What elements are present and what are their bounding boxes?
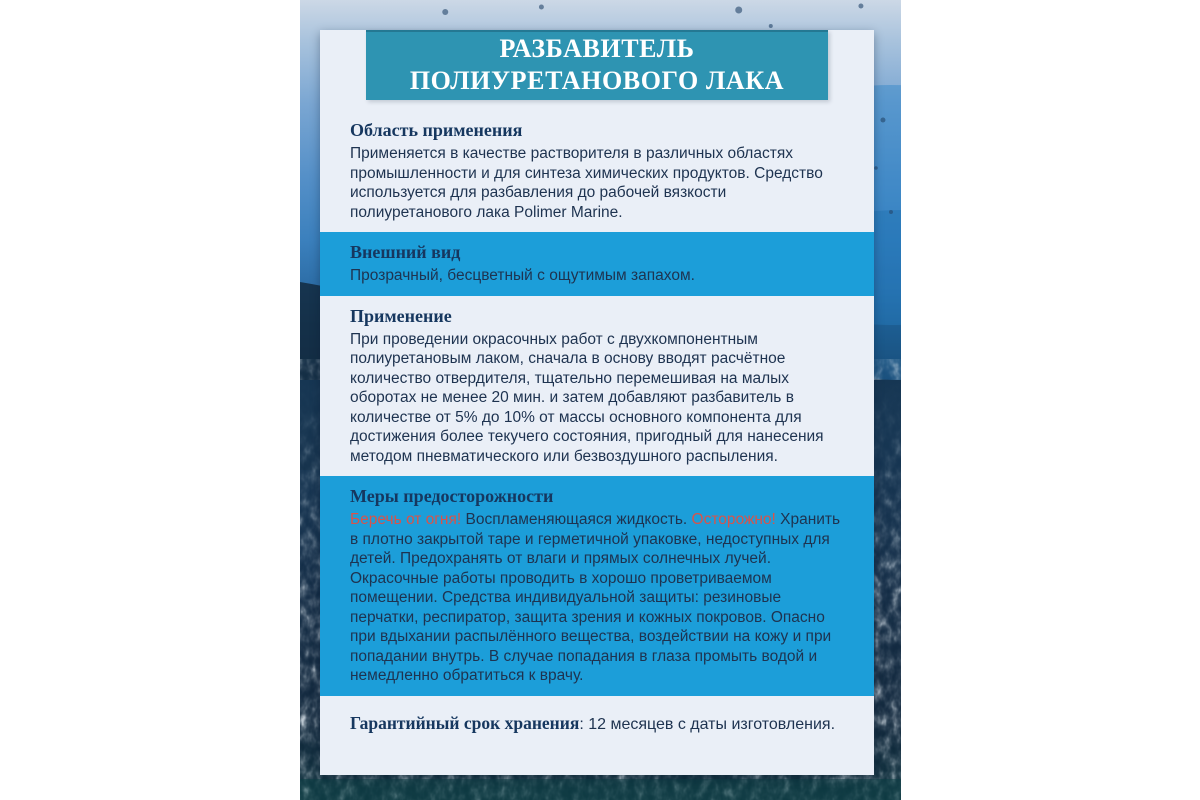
- warranty-text: 12 месяцев с даты изготовления.: [588, 715, 836, 733]
- usage-text: При проведении окрасочных работ с двухкомпонентным полиуретановым лаком, сначала в основу вводят расчётное количество отвердителя, тщательно перемешивая на малых оборотах не менее 20 мин. и затем добавляют разбавитель в количестве от 5% до 10% от массы основного компонента для достижения более текучего состояния, пригодный для нанесения методом пневматического или безвоздушного распыления.: [350, 330, 824, 465]
- product-title: РАЗБАВИТЕЛЬ ПОЛИУРЕТАНОВОГО ЛАКА: [409, 34, 785, 95]
- section-usage: [320, 296, 874, 477]
- section-application-area: [320, 100, 874, 232]
- precautions-text-part1: Воспламеняющаяся жидкость.: [461, 511, 692, 528]
- fire-warning-text: Беречь от огня!: [350, 511, 462, 528]
- caution-warning-text: Осторожно!: [691, 511, 776, 528]
- warranty-heading: Гарантийный срок хранения: [350, 712, 580, 733]
- warranty-line: [350, 713, 844, 735]
- info-card: [320, 30, 874, 775]
- warranty-separator: :: [579, 715, 589, 733]
- section-appearance: [320, 232, 874, 296]
- precautions-heading: Меры предосторожности: [350, 486, 554, 506]
- title-banner: [366, 30, 828, 100]
- usage-heading: Применение: [350, 305, 452, 326]
- appearance-text: Прозрачный, бесцветный с ощутимым запахом.: [350, 267, 695, 284]
- application-area-heading: Область применения: [350, 120, 523, 140]
- section-precautions: [320, 476, 874, 696]
- product-photo: [300, 0, 901, 800]
- section-warranty: [320, 696, 874, 776]
- precautions-text-part2: Хранить в плотно закрытой таре и герметичной упаковке, недоступных для детей. Предохранять от влаги и прямых солнечных лучей. Окрасочные работы проводить в хорошо проветриваемом помещении. Средства индивидуальной защиты: резиновые перчатки, респиратор, защита зрения и кожных покровов. Опасно при вдыхании распылённого вещества, воздействии на кожу и при попадании внутрь. В случае попадания в глаза промыть водой и немедленно обратиться к врачу.: [350, 511, 841, 684]
- precautions-text: [350, 510, 844, 686]
- application-area-text: Применяется в качестве растворителя в различных областях промышленности и для синтеза химических продуктов. Средство используется для разбавления до рабочей вязкости полиуретанового лака Polimer Marine.: [350, 145, 823, 221]
- appearance-heading: Внешний вид: [350, 242, 461, 262]
